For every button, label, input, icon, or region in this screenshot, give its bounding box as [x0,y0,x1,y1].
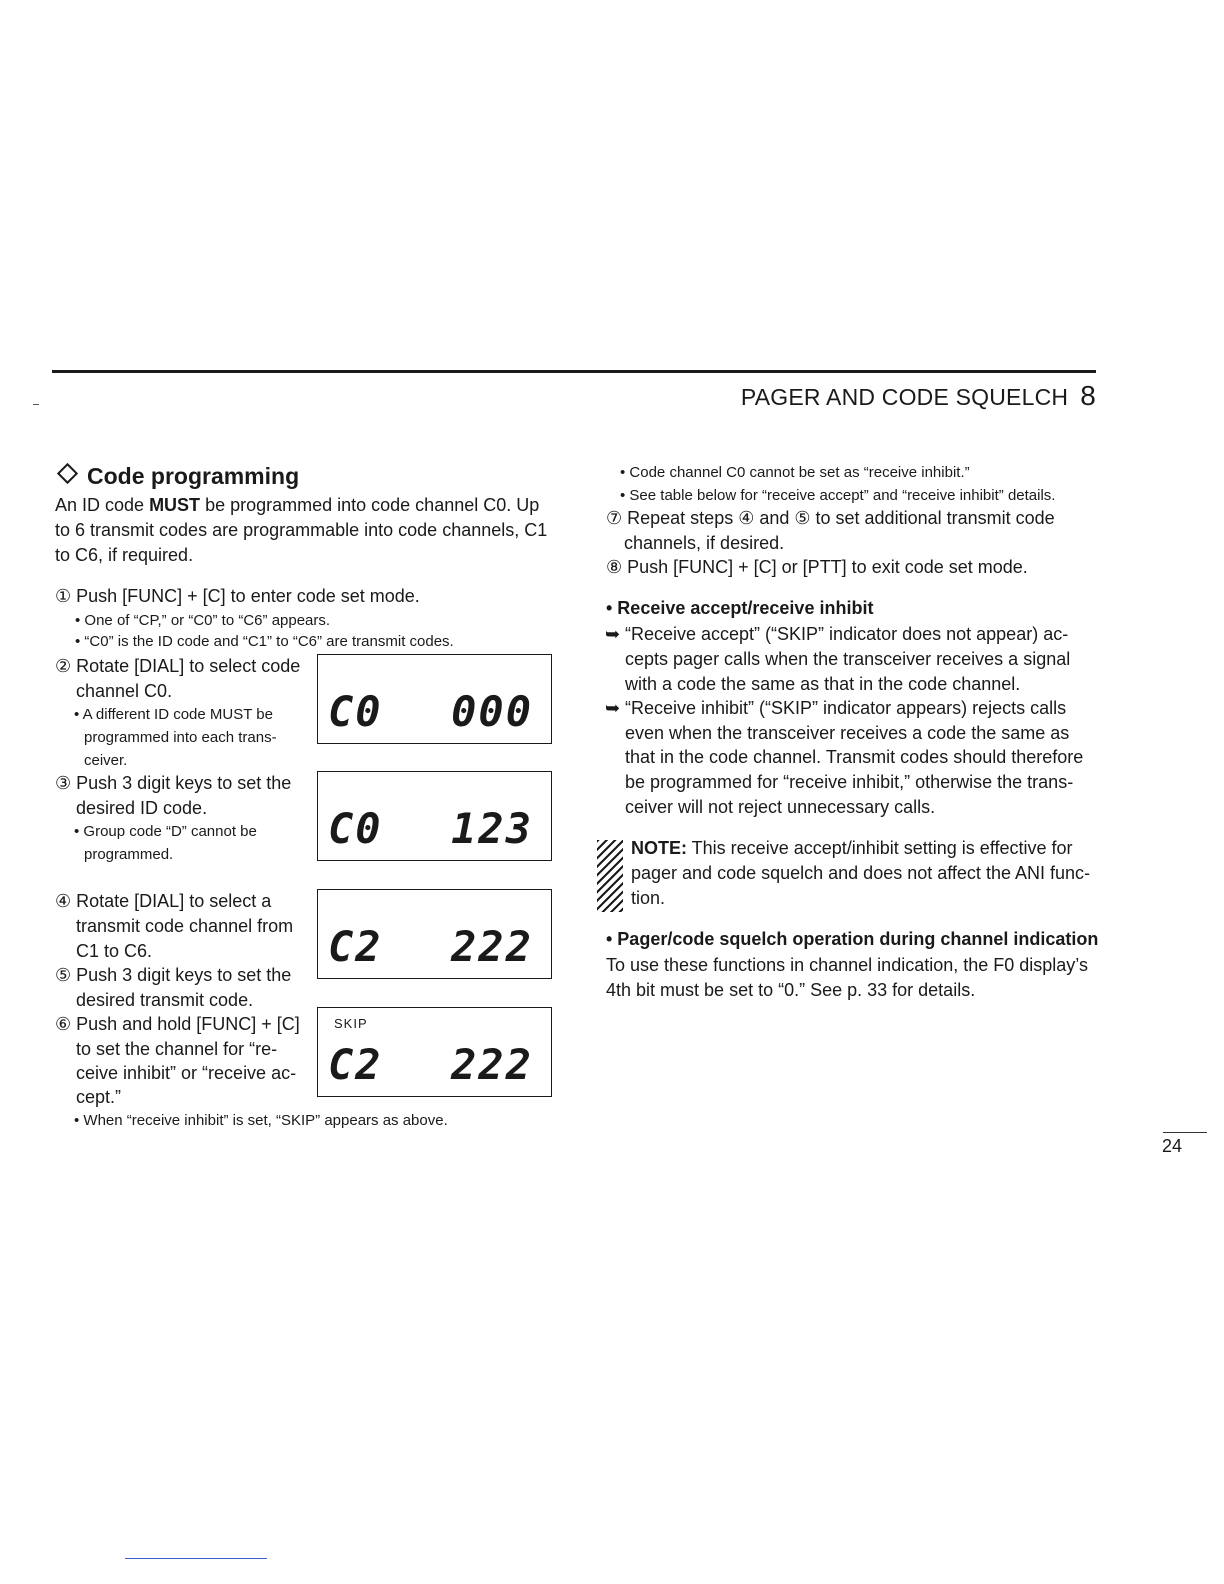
page-header [741,380,1096,412]
step-2-note: ceiver. [84,752,128,769]
step-3: desired ID code. [76,798,208,818]
lcd-channel: C2 [328,1040,383,1089]
arrow-icon: ➥ [605,698,621,718]
note: tion. [631,888,666,908]
step-2-note: programmed into each trans- [84,729,277,746]
rx-accept: cepts pager calls when the transceiver receives a signal [625,649,1071,669]
section-intro: An ID code MUST be programmed into code channel C0. Up to 6 transmit codes are programmable into code channels, C1 to C6, if required. [55,495,548,565]
rx-inhibit: ceiver will not reject unnecessary calls. [625,797,936,817]
arrow-icon: ➥ [605,624,621,644]
step-6: ⑥ Push and hold [FUNC] + [C] [55,1014,300,1034]
rx-inhibit: be programmed for “receive inhibit,” otherwise the trans- [625,772,1074,792]
step-3-note: programmed. [84,846,174,863]
pager-text: 4th bit must be set to “0.” See p. 33 for details. [606,980,976,1000]
lcd-display [317,654,552,744]
lcd-channel: C0 [328,804,383,853]
lcd-display [317,889,552,979]
step-7: ⑦ Repeat steps ④ and ⑤ to set additional transmit code [606,508,1055,528]
step-3: ③ Push 3 digit keys to set the [55,773,292,793]
step-6: ceive inhibit” or “receive ac- [76,1063,297,1083]
diamond-icon [57,463,78,484]
bottom-link-line [125,1558,267,1559]
pager-title: • Pager/code squelch operation during channel indication [606,929,1099,949]
section-title: Code programming [55,463,299,490]
lcd-code: 000 [451,687,533,736]
lcd-display [317,1007,552,1097]
rx-title: • Receive accept/receive inhibit [606,598,874,618]
rx-inhibit: even when the transceiver receives a code the same as [625,723,1070,743]
note: pager and code squelch and does not affect the ANI func- [631,863,1090,883]
step-5: ⑤ Push 3 digit keys to set the [55,965,292,985]
chapter-number: 8 [1080,380,1096,411]
step-4: ④ Rotate [DIAL] to select a [55,891,272,911]
step-1: ① Push [FUNC] + [C] to enter code set mode. [55,586,420,606]
step-4: transmit code channel from [76,916,294,936]
step-6: cept.” [76,1087,122,1107]
step-5: desired transmit code. [76,990,254,1010]
right-note: • See table below for “receive accept” and “receive inhibit” details. [620,487,1056,504]
rx-inhibit: that in the code channel. Transmit codes should therefore [625,747,1084,767]
pager-text: To use these functions in channel indication, the F0 display’s [606,955,1088,975]
page-number: 24 [1162,1136,1183,1156]
lcd-code: 123 [451,804,533,853]
step-2: channel C0. [76,681,173,701]
page-number-rule [1163,1132,1207,1133]
step-1-note: • “C0” is the ID code and “C1” to “C6” are transmit codes. [75,633,454,650]
lcd-display [317,771,552,861]
step-2-note: • A different ID code MUST be [74,706,273,723]
step-6: to set the channel for “re- [76,1039,278,1059]
step-4: C1 to C6. [76,941,153,961]
lcd-channel: C0 [328,687,383,736]
rx-accept: with a code the same as that in the code channel. [625,674,1021,694]
note: NOTE: This receive accept/inhibit setting is effective for [631,838,1073,858]
lcd-code: 222 [451,922,533,971]
note-icon [597,840,623,912]
rx-accept: ➥ “Receive accept” (“SKIP” indicator does not appear) ac- [605,622,1068,647]
header-title: PAGER AND CODE SQUELCH [740,384,1069,410]
step-1-note: • One of “CP,” or “C0” to “C6” appears. [75,612,331,629]
header-rule [52,370,1096,373]
lcd-channel: C2 [328,922,383,971]
step-3-note: • Group code “D” cannot be [74,823,257,840]
step-8: ⑧ Push [FUNC] + [C] or [PTT] to exit code set mode. [606,557,1028,577]
margin-mark [33,404,39,405]
right-note: • Code channel C0 cannot be set as “receive inhibit.” [620,464,970,481]
lcd-code: 222 [451,1040,533,1089]
step-7: channels, if desired. [624,533,785,553]
step-2: ② Rotate [DIAL] to select code [55,656,301,676]
skip-indicator: SKIP [334,1016,368,1031]
step-6-note: • When “receive inhibit” is set, “SKIP” appears as above. [74,1112,448,1129]
rx-inhibit: ➥ “Receive inhibit” (“SKIP” indicator appears) rejects calls [605,696,1066,721]
